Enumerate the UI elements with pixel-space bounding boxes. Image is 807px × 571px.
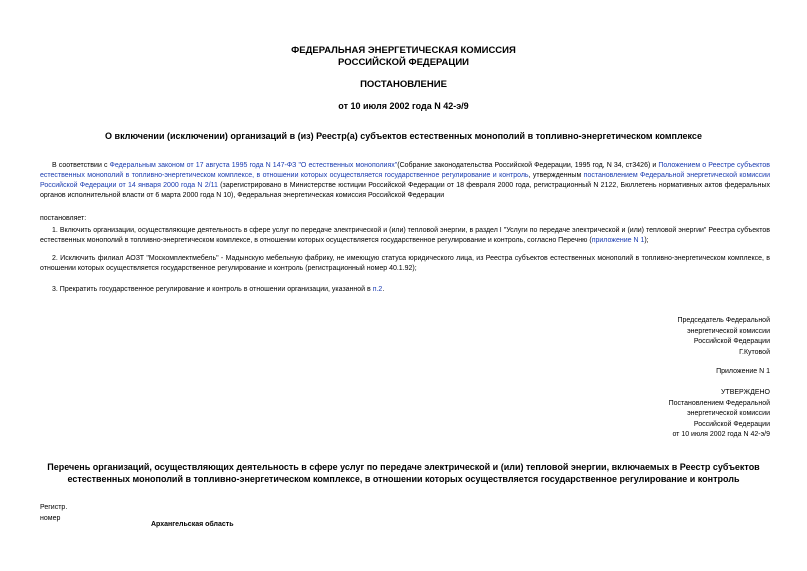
regulation-link[interactable]: Положением о Реестре субъектов естественных монополий в топливно-энергетическом комплексе, в отношении которых осуществляется государственное регулирование и контроль — [40, 162, 771, 179]
approval-line-5: от 10 июля 2002 года N 42-э/9 — [672, 431, 770, 438]
preamble-text-4: (зарегистрировано в Министерстве юстиции Российской Федерации от 18 февраля 2000 года, регистрационный N 2122, Бюллетень нормативных актов федеральных органов исполнительной власти от 6 марта 2000 года N 10), Федеральная энергетическая комиссия Российской Федерации — [40, 182, 771, 199]
signature-line-3: Российской Федерации — [693, 338, 770, 345]
region-heading: Архангельская область — [151, 521, 234, 528]
law-link[interactable]: Федеральным законом от 17 августа 1995 года N 147-ФЗ "О естественных монополиях" — [109, 162, 398, 169]
preamble-text-3: , утвержденным — [528, 172, 584, 179]
approval-line-2: Постановлением Федеральной — [668, 399, 770, 407]
item-1-text: 1. Включить организации, осуществляющие деятельность в сфере услуг по передаче электрической и (или) тепловой энергии, в раздел I "Услуги по передаче электрической и (или) тепловой энергии" Реестра субъектов естественных монополий в топливно-энергетическом комплексе, в отношении которых осуществляется государственное регулирование и контроль, согласно Перечню ( — [40, 227, 770, 244]
signature-line-1: Председатель Федеральной — [677, 317, 770, 324]
resolves-line: постановляет: — [40, 215, 87, 222]
authority-line-1: ФЕДЕРАЛЬНАЯ ЭНЕРГЕТИЧЕСКАЯ КОМИССИЯ — [291, 45, 516, 56]
document-subject: О включении (исключении) организаций в (из) Реестр(а) субъектов естественных монополий в топливно-энергетическом комплексе — [105, 131, 702, 141]
document-type: ПОСТАНОВЛЕНИЕ — [360, 79, 447, 90]
item-1-end: ); — [644, 237, 649, 244]
registry-header-line-2: номер — [40, 515, 61, 522]
registry-header-line-1: Регистр. — [40, 504, 68, 511]
appendix-label: Приложение N 1 — [716, 368, 770, 375]
document-date: от 10 июля 2002 года N 42-э/9 — [338, 101, 469, 111]
approval-block — [669, 388, 770, 441]
preamble-text-1: В соответствии с — [52, 162, 110, 169]
item-2-text: 2. Исключить филиал АОЗТ "Москомплектмебель" - Мадынскую мебельную фабрику, не имеющую статуса юридического лица, из Реестра субъектов естественных монополий в топливно-энергетическом комплексе, в отношении которых осуществляется государственное регулирование и контроль (регистрационный номер 40.1.92); — [40, 255, 770, 272]
item-3-paragraph — [40, 285, 770, 295]
preamble-paragraph — [40, 161, 770, 201]
resolution-link[interactable]: постановлением Федеральной энергетической комиссии Российской Федерации от 14 января 2000 года N 2/11 — [40, 172, 770, 189]
authority-line-2: РОССИЙСКОЙ ФЕДЕРАЦИИ — [337, 57, 469, 68]
signatory-name: Г.Кутовой — [739, 348, 770, 356]
approval-line-3: энергетической комиссии — [687, 410, 770, 417]
issuing-authority — [0, 45, 807, 69]
clause-2-link[interactable]: п.2 — [372, 286, 383, 293]
appendix-1-link[interactable]: приложение N 1 — [591, 237, 645, 244]
registry-number-header — [40, 502, 67, 524]
item-3-text: 3. Прекратить государственное регулирование и контроль в отношении организации, указанной в — [52, 286, 373, 293]
approval-line-4: Российской Федерации — [693, 420, 770, 428]
list-title: Перечень организаций, осуществляющих деятельность в сфере услуг по передаче электрической и (или) тепловой энергии, включаемых в Реестр субъектов естественных монополий в топливно-энергетическом комплексе, в отношении которых осуществляется государственное регулирование и контроль — [47, 462, 760, 484]
item-2-paragraph — [40, 254, 770, 274]
item-3-end: . — [382, 286, 385, 293]
signature-block — [677, 316, 770, 358]
approval-line-1: УТВЕРЖДЕНО — [720, 389, 770, 396]
preamble-text-2: (Собрание законодательства Российской Федерации, 1995 год, N 34, ст3426) и — [397, 162, 659, 169]
item-1-paragraph — [40, 226, 770, 246]
signature-line-2: энергетической комиссии — [687, 327, 770, 335]
